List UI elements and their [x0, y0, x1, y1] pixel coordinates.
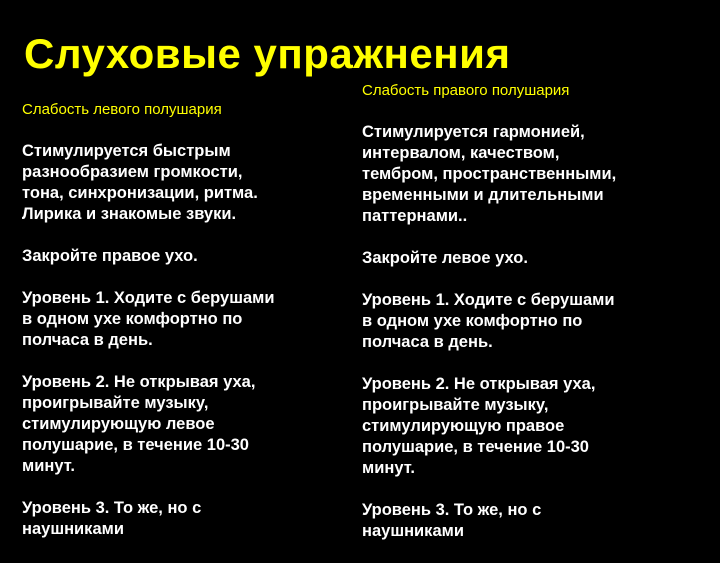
text-line: минут.: [22, 457, 75, 475]
text-line: тона, синхронизации, ритма.: [22, 184, 258, 202]
left-column-heading: Слабость левого полушария: [22, 101, 222, 118]
right-paragraph-level-3: [362, 500, 692, 542]
right-column-heading: Слабость правого полушария: [362, 82, 570, 99]
text-line: проигрывайте музыку,: [22, 394, 209, 412]
text-line: полушарие, в течение 10-30: [22, 436, 249, 454]
text-line: разнообразием громкости,: [22, 163, 243, 181]
text-line: Лирика и знакомые звуки.: [22, 205, 237, 223]
text-line: Стимулируется быстрым: [22, 142, 231, 160]
text-line: Закройте правое ухо.: [22, 247, 198, 265]
text-line: минут.: [362, 459, 415, 477]
text-line: стимулирующую левое: [22, 415, 215, 433]
text-line: временными и длительными: [362, 186, 604, 204]
text-line: в одном ухе комфортно по: [362, 312, 583, 330]
left-hemisphere-column: [22, 99, 352, 561]
slide-title: Слуховые упражнения: [24, 30, 511, 77]
right-paragraph-stimulation: [362, 122, 692, 227]
text-line: паттернами..: [362, 207, 468, 225]
left-paragraph-level-3: [22, 498, 352, 540]
text-line: тембром, пространственными,: [362, 165, 617, 183]
text-line: Уровень 2. Не открывая уха,: [362, 375, 596, 393]
text-line: Уровень 3. То же, но с: [22, 499, 202, 517]
text-line: Уровень 1. Ходите с берушами: [22, 289, 275, 307]
right-hemisphere-column: [362, 80, 692, 563]
text-line: интервалом, качеством,: [362, 144, 560, 162]
text-line: Уровень 1. Ходите с берушами: [362, 291, 615, 309]
text-line: Закройте левое ухо.: [362, 249, 528, 267]
text-line: полушарие, в течение 10-30: [362, 438, 589, 456]
left-paragraph-ear: [22, 246, 352, 267]
text-line: Уровень 3. То же, но с: [362, 501, 542, 519]
text-line: наушниками: [22, 520, 124, 538]
text-line: стимулирующую правое: [362, 417, 565, 435]
text-line: наушниками: [362, 522, 464, 540]
text-line: в одном ухе комфортно по: [22, 310, 243, 328]
text-line: полчаса в день.: [362, 333, 493, 351]
text-line: полчаса в день.: [22, 331, 153, 349]
text-line: Уровень 2. Не открывая уха,: [22, 373, 256, 391]
left-paragraph-level-1: [22, 288, 352, 351]
left-paragraph-level-2: [22, 372, 352, 477]
text-line: Стимулируется гармонией,: [362, 123, 585, 141]
right-paragraph-ear: [362, 248, 692, 269]
left-paragraph-stimulation: [22, 141, 352, 225]
text-line: проигрывайте музыку,: [362, 396, 549, 414]
right-paragraph-level-2: [362, 374, 692, 479]
right-paragraph-level-1: [362, 290, 692, 353]
